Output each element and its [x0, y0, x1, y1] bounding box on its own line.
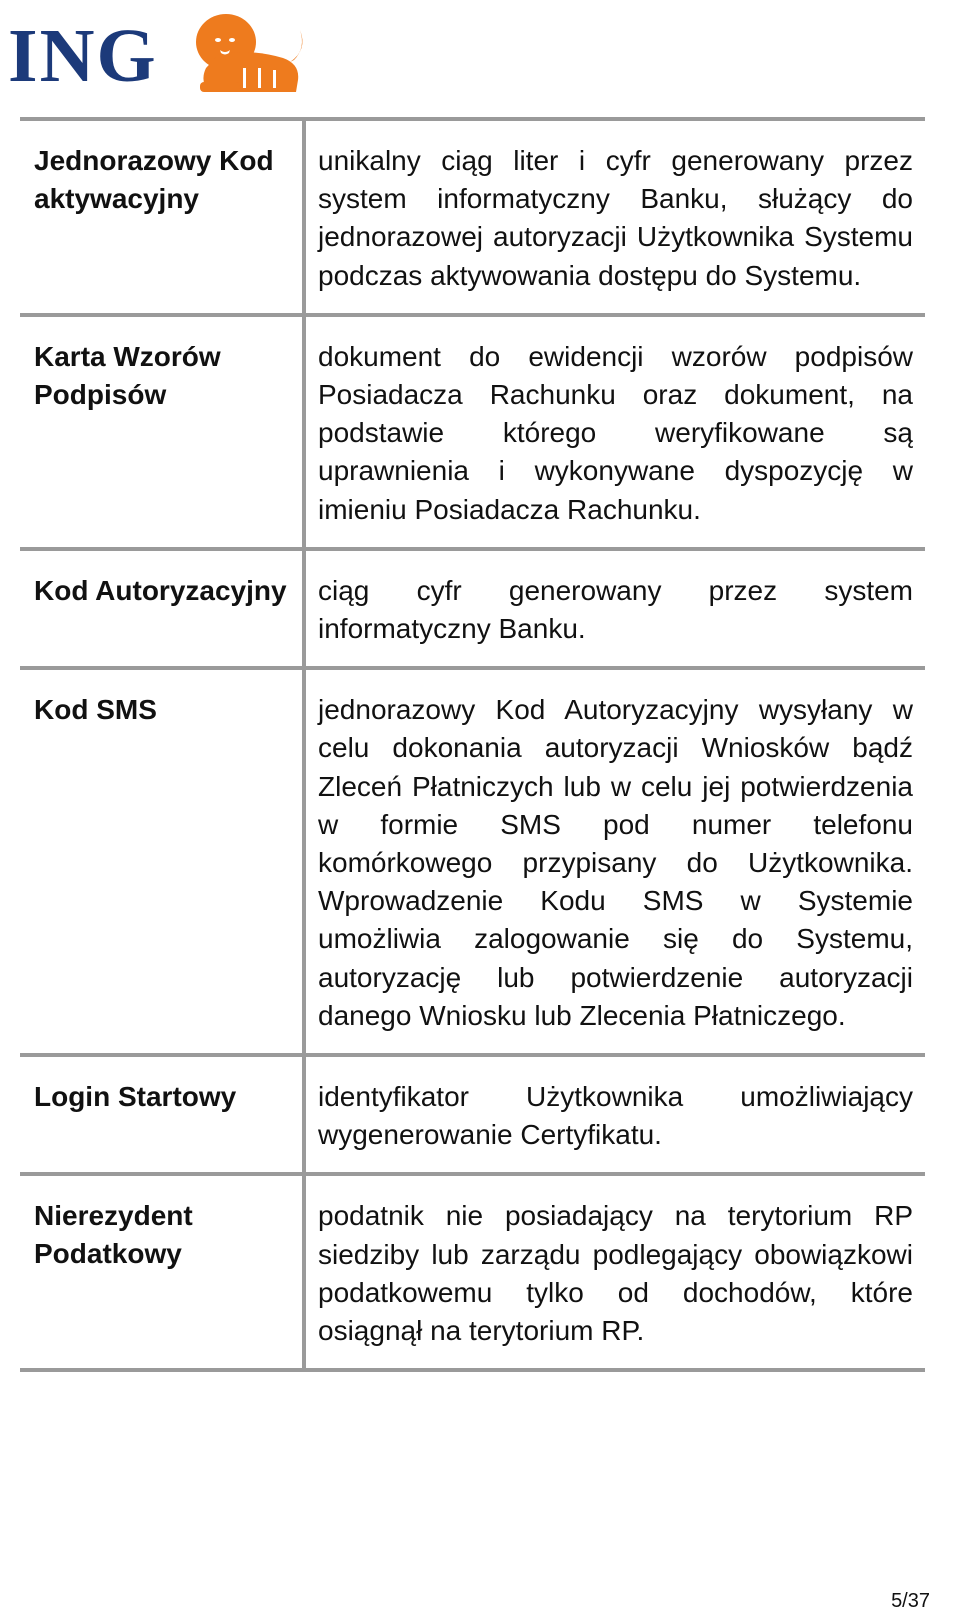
definition-row [20, 1174, 925, 1370]
ing-logo [8, 10, 308, 100]
definition-term: Karta Wzorów Podpisów [20, 315, 304, 549]
definition-row [20, 549, 925, 668]
definition-text: podatnik nie posiadający na terytorium RP siedziby lub zarządu podlegający obowiązkowi podatkowemu tylko od dochodów, które osiągnął na terytorium RP. [318, 1200, 913, 1347]
definition-row [20, 1055, 925, 1174]
definition-row [20, 119, 925, 315]
definition-term: Kod SMS [20, 668, 304, 1055]
definition-term: Jednorazowy Kod aktywacyjny [20, 119, 304, 315]
logo-wordmark: ING [8, 14, 158, 98]
definition-text: unikalny ciąg liter i cyfr generowany przez system informatyczny Banku, służący do jednorazowej autoryzacji Użytkownika Systemu podczas aktywowania dostępu do Systemu. [318, 145, 913, 291]
definition-text: dokument do ewidencji wzorów podpisów Posiadacza Rachunku oraz dokument, na podstawie którego weryfikowane są uprawnienia i wykonywane dyspozycję w imieniu Posiadacza Rachunku. [318, 340, 913, 525]
definition-row [20, 668, 925, 1055]
definition-text: jednorazowy Kod Autoryzacyjny wysyłany w celu dokonania autoryzacji Wniosków bądź Zleceń Płatniczych lub w celu jej potwierdzenia w formie SMS pod numer telefonu komórkowego przypisany do Użytkownika. Wprowadzenie Kodu SMS w Systemie umożliwia zalogowanie się do Systemu, autoryzację lub potwierdzenie autoryzacji danego Wniosku lub Zlecenia Płatniczego. [318, 694, 913, 1031]
definition-term: Kod Autoryzacyjny [20, 549, 304, 668]
definition-text: identyfikator Użytkownika umożliwiający wygenerowanie Certyfikatu. [318, 1081, 913, 1151]
lion-icon [188, 10, 313, 95]
definition-row [20, 315, 925, 549]
definition-text: ciąg cyfr generowany przez system informatyczny Banku. [318, 574, 913, 645]
definitions-table [20, 117, 925, 1372]
page-number: 5/37 [891, 1590, 930, 1612]
definition-term: Login Startowy [20, 1055, 304, 1174]
definition-term: Nierezydent Podatkowy [20, 1174, 304, 1370]
